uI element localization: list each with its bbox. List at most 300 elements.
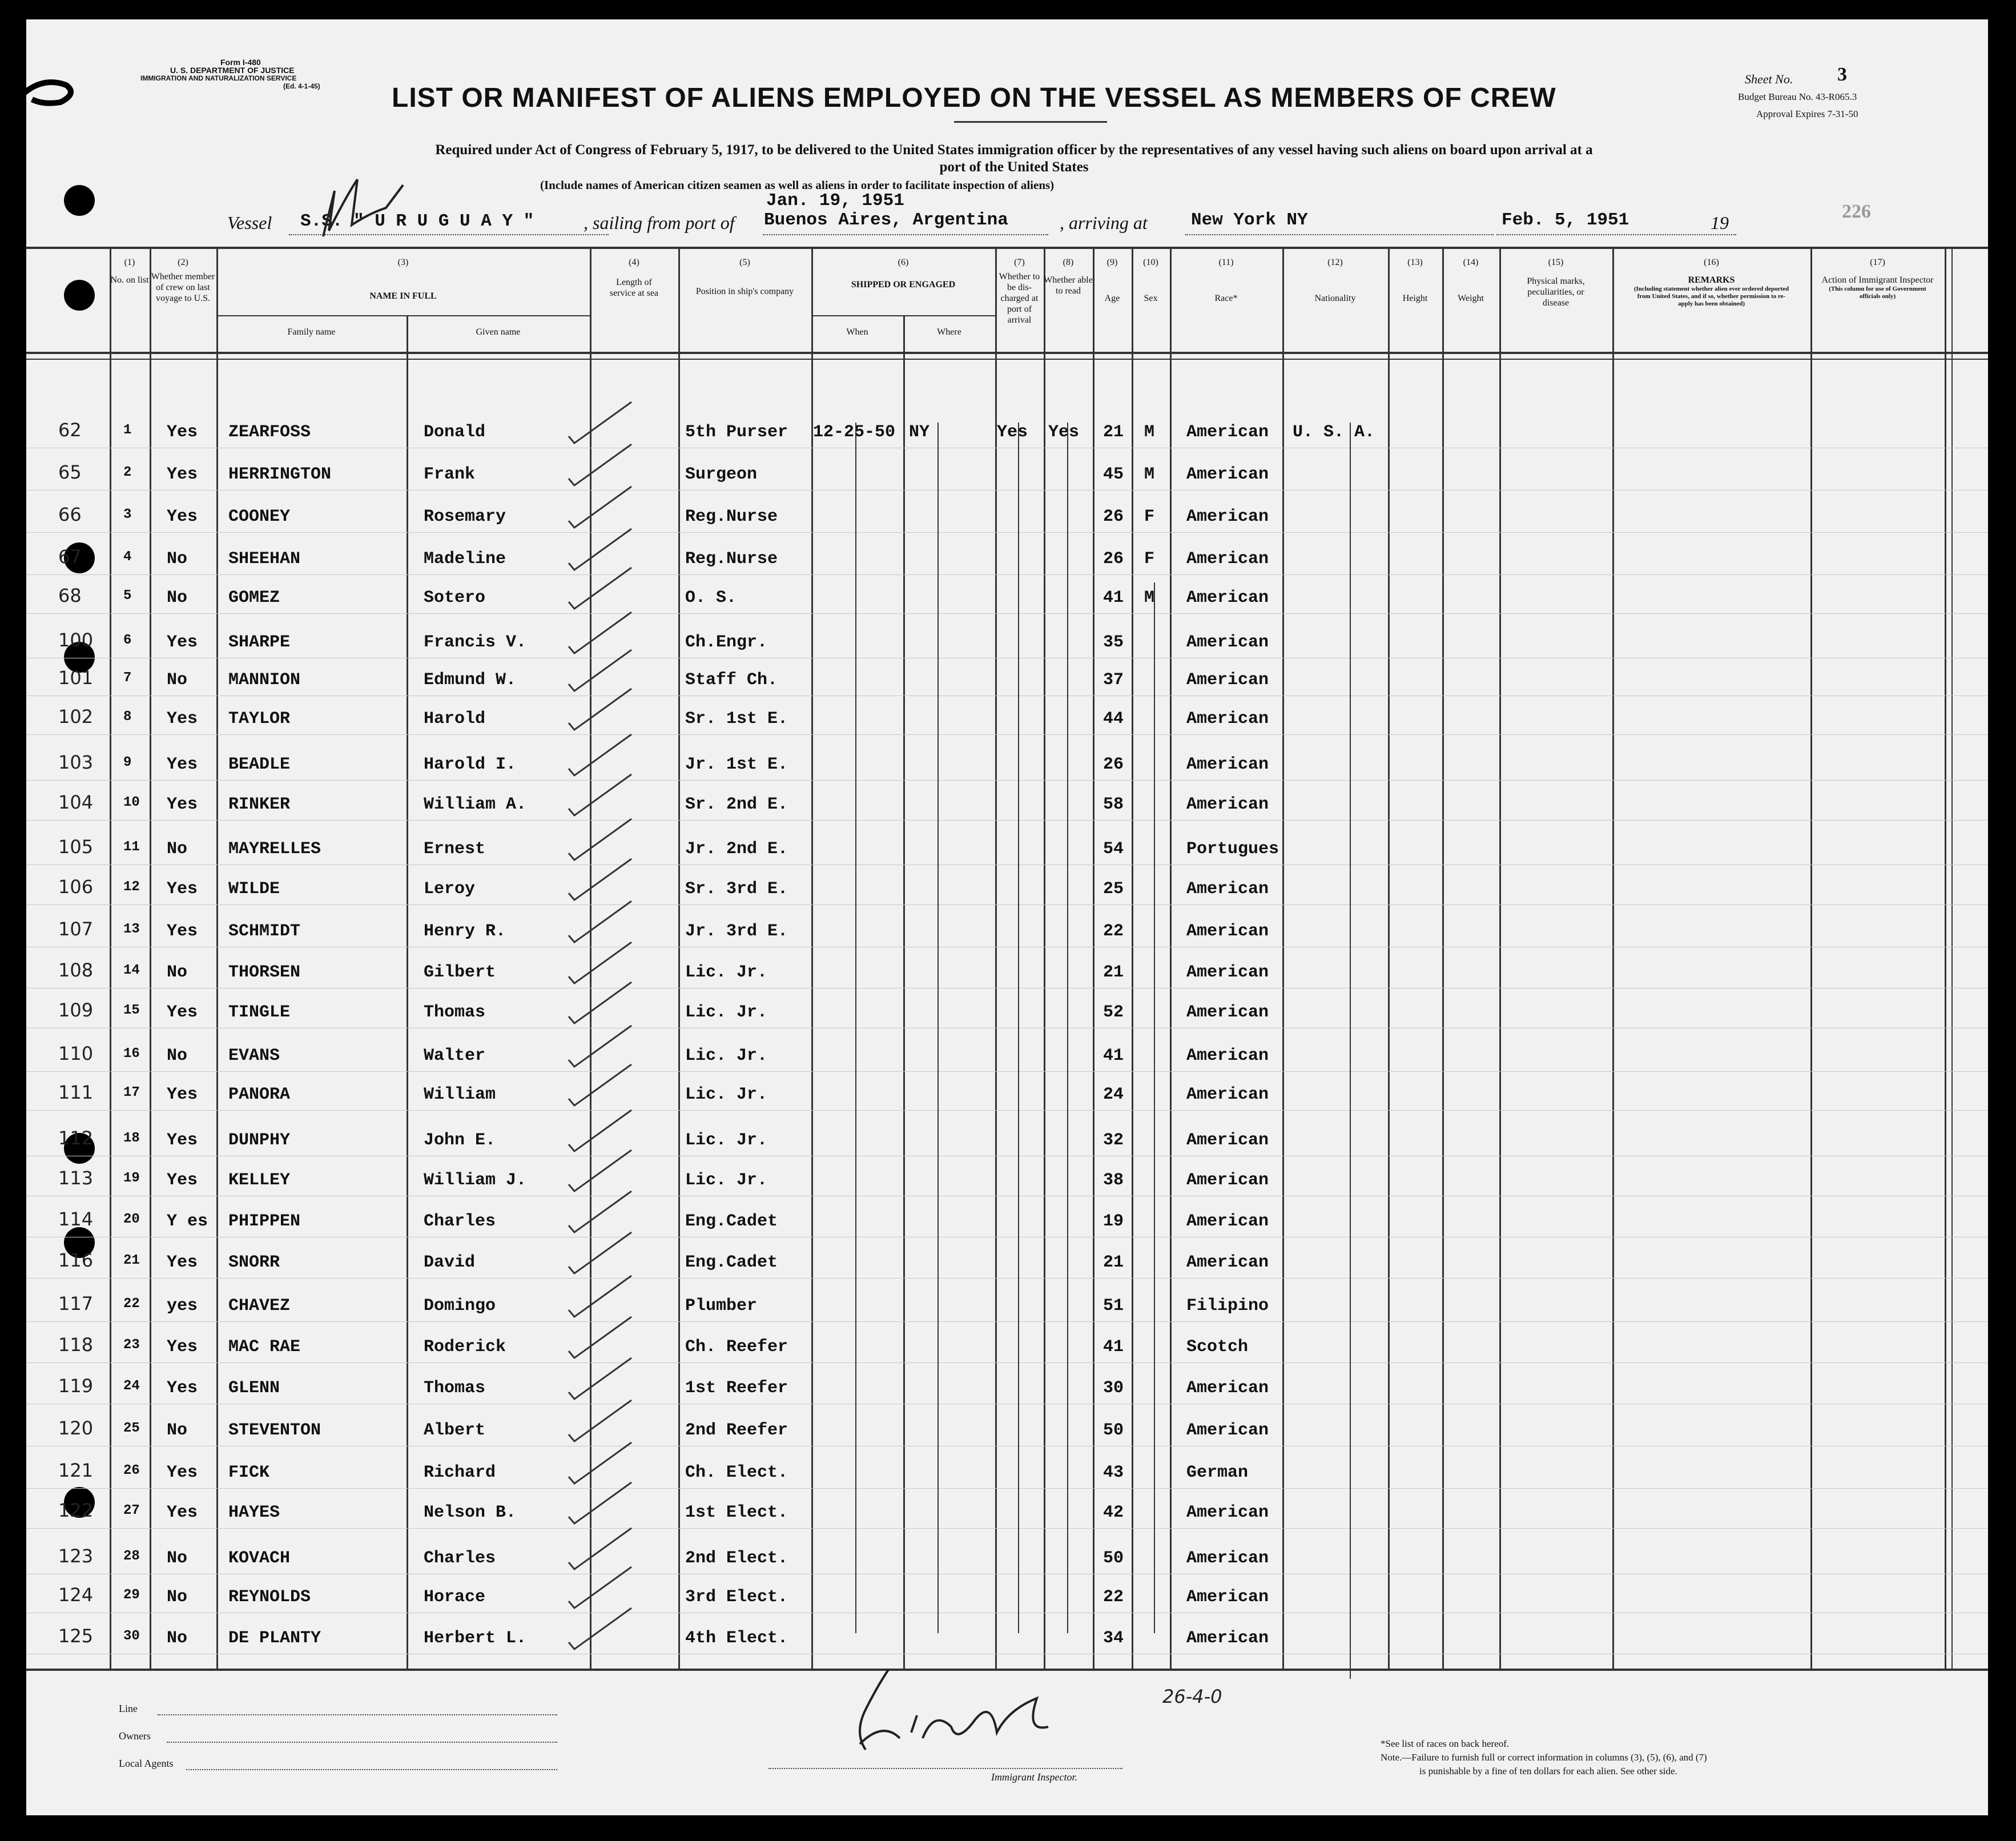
check-mark-icon: [546, 683, 643, 734]
family-name: SNORR: [228, 1253, 280, 1272]
row-rule: [26, 613, 1988, 614]
position: Sr. 3rd E.: [685, 879, 788, 899]
list-number: 1: [123, 423, 132, 438]
margin-number: 65: [58, 461, 82, 483]
race: American: [1186, 963, 1269, 982]
check-mark-icon: [546, 1477, 643, 1528]
family-name: KELLEY: [228, 1171, 291, 1190]
margin-number: 110: [58, 1043, 94, 1064]
col-line: [1810, 247, 1812, 1669]
margin-number: 103: [58, 751, 94, 773]
age: 41: [1103, 588, 1124, 608]
row-rule: [26, 1110, 1988, 1111]
clip-mark-icon: [26, 71, 83, 111]
age: 21: [1103, 963, 1124, 982]
row-rule: [26, 574, 1988, 575]
row-rule: [26, 780, 1988, 781]
list-number: 5: [123, 588, 132, 604]
margin-number: 102: [58, 706, 94, 727]
position: Eng.Cadet: [685, 1253, 778, 1272]
last-voyage: No: [167, 1046, 188, 1066]
margin-number: 116: [58, 1249, 94, 1271]
manifest-sheet: [26, 19, 1988, 1815]
margin-number: 104: [58, 791, 94, 813]
col-line: [1499, 247, 1501, 1669]
age: 54: [1103, 839, 1124, 859]
age: 21: [1103, 423, 1124, 442]
col11-header: (11) Race*: [1214, 258, 1238, 303]
handwritten-mark-icon: [312, 174, 415, 242]
position: Jr. 1st E.: [685, 755, 788, 774]
age: 37: [1103, 670, 1124, 690]
page-title: LIST OR MANIFEST OF ALIENS EMPLOYED ON THE VESSEL AS MEMBERS OF CREW: [392, 83, 1556, 113]
list-number: 9: [123, 755, 132, 770]
list-number: 11: [123, 839, 140, 855]
last-voyage: Yes: [167, 709, 198, 729]
family-name: SHARPE: [228, 633, 291, 652]
last-voyage: Yes: [167, 795, 198, 814]
race: Scotch: [1186, 1337, 1249, 1357]
family-name-header: Family name: [287, 327, 336, 337]
age: 43: [1103, 1463, 1124, 1482]
shipped-where: NY: [909, 423, 930, 442]
family-name: SCHMIDT: [228, 922, 301, 941]
agents-label: Local Agents: [119, 1758, 174, 1769]
line-dotline: [158, 1714, 557, 1715]
list-number: 30: [123, 1629, 140, 1644]
family-name: PANORA: [228, 1085, 291, 1104]
age: 22: [1103, 1587, 1124, 1607]
age: 26: [1103, 755, 1124, 774]
check-mark-icon: [546, 1059, 643, 1110]
family-name: HAYES: [228, 1503, 280, 1522]
given-name: Herbert L.: [424, 1629, 527, 1648]
date-dotline: [1496, 234, 1736, 235]
given-name: Thomas: [424, 1003, 486, 1022]
margin-number: 125: [58, 1625, 94, 1647]
family-name: PHIPPEN: [228, 1212, 301, 1231]
list-number: 8: [123, 709, 132, 725]
position: 1st Reefer: [685, 1378, 788, 1398]
last-voyage: Yes: [167, 1463, 198, 1482]
row-rule: [26, 1528, 1988, 1529]
col15-header: (15) Physical marks, peculiarities, or disease: [1527, 258, 1585, 308]
col9-header: (9) Age: [1104, 258, 1120, 303]
margin-number: 124: [58, 1584, 94, 1606]
position: Reg.Nurse: [685, 507, 778, 526]
col3-header: (3) NAME IN FULL: [369, 258, 437, 301]
age: 50: [1103, 1549, 1124, 1568]
margin-number: 68: [58, 585, 82, 606]
margin-number: 100: [58, 629, 94, 651]
ditto-line: [1067, 423, 1068, 1633]
race: American: [1186, 1212, 1269, 1231]
race: American: [1186, 922, 1269, 941]
given-name: David: [424, 1253, 476, 1272]
age: 30: [1103, 1378, 1124, 1398]
last-voyage: No: [167, 588, 188, 608]
family-name: REYNOLDS: [228, 1587, 311, 1607]
row-rule: [26, 1362, 1988, 1363]
last-voyage: No: [167, 670, 188, 690]
last-voyage: Yes: [167, 423, 198, 442]
arriving-port: New York NY: [1191, 210, 1308, 230]
family-name: CHAVEZ: [228, 1296, 291, 1316]
race: American: [1186, 1378, 1269, 1398]
given-name: Walter: [424, 1046, 486, 1066]
list-number: 29: [123, 1587, 140, 1603]
list-number: 21: [123, 1253, 140, 1268]
age: 50: [1103, 1421, 1124, 1440]
ditto-line: [1018, 423, 1019, 1633]
list-number: 23: [123, 1337, 140, 1353]
department: U. S. DEPARTMENT OF JUSTICE: [170, 66, 295, 75]
family-name: MANNION: [228, 670, 301, 690]
last-voyage: Yes: [167, 1503, 198, 1522]
age: 41: [1103, 1046, 1124, 1066]
age: 32: [1103, 1131, 1124, 1150]
list-number: 20: [123, 1212, 140, 1227]
age: 44: [1103, 709, 1124, 729]
age: 58: [1103, 795, 1124, 814]
last-voyage: Y es: [167, 1212, 208, 1231]
name-subheader-line: [216, 315, 590, 316]
margin-number: 119: [58, 1375, 94, 1397]
sex: M: [1144, 423, 1155, 442]
age: 22: [1103, 922, 1124, 941]
col12-header: (12) Nationality: [1314, 258, 1356, 303]
position: Eng.Cadet: [685, 1212, 778, 1231]
col1-header: (1) No. on list: [110, 258, 149, 285]
age: 45: [1103, 465, 1124, 484]
given-name: Ernest: [424, 839, 486, 859]
sheet-label: Sheet No.: [1745, 72, 1793, 86]
age: 25: [1103, 879, 1124, 899]
include-note: (Include names of American citizen seamen as well as aliens in order to facilitate inspection of aliens): [540, 178, 1055, 192]
agents-dotline: [186, 1769, 557, 1770]
vessel-name: S.S. " U R U G U A Y ": [300, 211, 534, 231]
col6-header: (6) SHIPPED OR ENGAGED: [851, 258, 956, 290]
last-voyage: Yes: [167, 1003, 198, 1022]
race: American: [1186, 1549, 1269, 1568]
age: 38: [1103, 1171, 1124, 1190]
form-number: Form I-480: [220, 58, 261, 67]
position: Lic. Jr.: [685, 1171, 768, 1190]
race: American: [1186, 1503, 1269, 1522]
list-number: 3: [123, 507, 132, 522]
list-number: 2: [123, 465, 132, 480]
last-voyage: No: [167, 1421, 188, 1440]
margin-number: 111: [58, 1082, 94, 1103]
list-number: 12: [123, 879, 140, 895]
last-voyage: No: [167, 839, 188, 859]
list-number: 22: [123, 1296, 140, 1312]
list-number: 19: [123, 1171, 140, 1186]
col5-header: (5) Position in ship's company: [695, 258, 794, 296]
age: 41: [1103, 1337, 1124, 1357]
able-to-read: Yes: [1048, 423, 1080, 442]
given-name: Rosemary: [424, 507, 506, 526]
last-voyage: Yes: [167, 1131, 198, 1150]
family-name: ZEARFOSS: [228, 423, 311, 442]
race: American: [1186, 1253, 1269, 1272]
race: American: [1186, 1085, 1269, 1104]
last-voyage: No: [167, 1549, 188, 1568]
ditto-line: [1350, 423, 1351, 1679]
row-rule: [26, 1321, 1988, 1322]
col-line: [1612, 247, 1614, 1669]
last-voyage: yes: [167, 1296, 198, 1316]
margin-number: 105: [58, 836, 94, 858]
position: 1st Elect.: [685, 1503, 788, 1522]
ditto-line: [937, 423, 939, 1633]
col-line: [1282, 247, 1284, 1669]
ditto-line: [855, 423, 856, 1633]
position: 4th Elect.: [685, 1629, 788, 1648]
age: 24: [1103, 1085, 1124, 1104]
given-name: Horace: [424, 1587, 486, 1607]
race: American: [1186, 1171, 1269, 1190]
given-name: Thomas: [424, 1378, 486, 1398]
last-voyage: Yes: [167, 1253, 198, 1272]
family-name: DE PLANTY: [228, 1629, 321, 1648]
col-line: [1945, 247, 1946, 1669]
discharged: Yes: [997, 423, 1028, 442]
sex: F: [1144, 549, 1155, 569]
row-rule: [26, 1278, 1988, 1279]
punch-hole: [64, 280, 95, 311]
position: 3rd Elect.: [685, 1587, 788, 1607]
age: 26: [1103, 549, 1124, 569]
position: Ch.Engr.: [685, 633, 768, 652]
row-rule: [26, 490, 1988, 491]
service: IMMIGRATION AND NATURALIZATION SERVICE: [140, 74, 297, 82]
col-line: [995, 247, 997, 1669]
tally-note: 26-4-0: [1162, 1686, 1222, 1707]
race: Filipino: [1186, 1296, 1269, 1316]
age: 35: [1103, 633, 1124, 652]
family-name: RINKER: [228, 795, 291, 814]
given-name: Francis V.: [424, 633, 527, 652]
last-voyage: Yes: [167, 1085, 198, 1104]
row-rule: [26, 820, 1988, 821]
col10-header: (10) Sex: [1143, 258, 1158, 303]
given-name: William J.: [424, 1171, 527, 1190]
col-line: [110, 247, 111, 1669]
family-name: EVANS: [228, 1046, 280, 1066]
list-number: 15: [123, 1003, 140, 1018]
footnote-races: *See list of races on back hereof.: [1381, 1738, 1510, 1749]
last-voyage: No: [167, 1629, 188, 1648]
position: Lic. Jr.: [685, 963, 768, 982]
age: 19: [1103, 1212, 1124, 1231]
last-voyage: Yes: [167, 1171, 198, 1190]
col4-header: (4) Length of service at sea: [609, 258, 659, 298]
ditto-line: [1154, 582, 1155, 1633]
sailing-dotline: [763, 234, 1048, 235]
list-number: 13: [123, 922, 140, 937]
shipped-when: 12-25-50: [813, 423, 896, 442]
last-voyage: Yes: [167, 507, 198, 526]
margin-number: 123: [58, 1545, 94, 1567]
given-name: Leroy: [424, 879, 476, 899]
margin-number: 106: [58, 876, 94, 898]
margin-number: 117: [58, 1293, 94, 1315]
col-line: [216, 247, 218, 1669]
col-line: [1044, 247, 1045, 1669]
given-name: Donald: [424, 423, 486, 442]
given-name: Sotero: [424, 588, 486, 608]
last-voyage: Yes: [167, 922, 198, 941]
owners-label: Owners: [119, 1730, 151, 1742]
col-line: [811, 247, 813, 1669]
row-rule: [26, 532, 1988, 533]
family-name: HERRINGTON: [228, 465, 332, 484]
family-name: WILDE: [228, 879, 280, 899]
position: Lic. Jr.: [685, 1046, 768, 1066]
given-name: William: [424, 1085, 496, 1104]
col-line: [1951, 247, 1953, 1669]
family-name: COONEY: [228, 507, 291, 526]
punch-hole: [64, 185, 95, 216]
margin-number: 108: [58, 959, 94, 981]
position: Ch. Reefer: [685, 1337, 788, 1357]
last-voyage: Yes: [167, 1337, 198, 1357]
margin-number: 67: [58, 546, 82, 568]
given-name-header: Given name: [476, 327, 521, 337]
sheet-number: 3: [1837, 64, 1847, 85]
arriving-dotline: [1185, 234, 1494, 235]
list-number: 18: [123, 1131, 140, 1146]
col-line: [678, 247, 680, 1669]
arrival-date: Feb. 5, 1951: [1502, 210, 1629, 230]
family-name: BEADLE: [228, 755, 291, 774]
row-rule: [26, 734, 1988, 735]
last-voyage: No: [167, 549, 188, 569]
col-line: [407, 315, 408, 1669]
sailing-label: , sailing from port of: [584, 212, 735, 233]
last-voyage: Yes: [167, 465, 198, 484]
position: Lic. Jr.: [685, 1003, 768, 1022]
race: American: [1186, 423, 1269, 442]
race: American: [1186, 507, 1269, 526]
race: American: [1186, 1003, 1269, 1022]
position: Lic. Jr.: [685, 1085, 768, 1104]
given-name: Gilbert: [424, 963, 496, 982]
col8-header: (8) Whether able to read: [1044, 258, 1093, 296]
family-name: GLENN: [228, 1378, 280, 1398]
given-name: Domingo: [424, 1296, 496, 1316]
inspector-label: Immigrant Inspector.: [991, 1771, 1077, 1783]
budget-bureau: Budget Bureau No. 43-R065.3: [1738, 91, 1857, 102]
family-name: GOMEZ: [228, 588, 280, 608]
given-name: John E.: [424, 1131, 496, 1150]
col-line: [1093, 247, 1094, 1669]
col7-header: (7) Whether to be dis-charged at port of arrival: [999, 258, 1040, 325]
row-rule: [26, 1488, 1988, 1489]
table-header-bottom-2: [26, 359, 1988, 360]
given-name: Roderick: [424, 1337, 506, 1357]
given-name: Harold: [424, 709, 486, 729]
race: American: [1186, 633, 1269, 652]
race: American: [1186, 465, 1269, 484]
age: 52: [1103, 1003, 1124, 1022]
last-voyage: No: [167, 1587, 188, 1607]
family-name: TINGLE: [228, 1003, 291, 1022]
margin-number: 109: [58, 999, 94, 1021]
list-number: 24: [123, 1378, 140, 1394]
race: American: [1186, 755, 1269, 774]
position: 2nd Reefer: [685, 1421, 788, 1440]
year-label: 19: [1711, 212, 1729, 233]
vessel-label: Vessel: [227, 212, 272, 233]
margin-number: 107: [58, 918, 94, 940]
family-name: MAC RAE: [228, 1337, 301, 1357]
given-name: Madeline: [424, 549, 506, 569]
table-top-border: [26, 247, 1988, 249]
when-header: When: [846, 327, 868, 337]
sex: M: [1144, 465, 1155, 484]
last-voyage: Yes: [167, 755, 198, 774]
title-underline: [954, 121, 1107, 123]
race: American: [1186, 588, 1269, 608]
margin-number: 101: [58, 667, 94, 689]
position: Plumber: [685, 1296, 758, 1316]
col-line: [150, 247, 151, 1669]
family-name: THORSEN: [228, 963, 301, 982]
margin-number: 62: [58, 419, 82, 441]
race: American: [1186, 1046, 1269, 1066]
check-mark-icon: [546, 1602, 643, 1654]
col16-header: (16) REMARKS (Including statement whether alien ever ordered deported from United States, and if so, whether permission to re-apply has been obtained): [1633, 258, 1789, 307]
family-name: FICK: [228, 1463, 270, 1482]
list-number: 6: [123, 633, 132, 648]
arriving-label: , arriving at: [1060, 212, 1148, 233]
margin-number: 122: [58, 1500, 94, 1521]
race: American: [1186, 1587, 1269, 1607]
row-rule: [26, 1071, 1988, 1072]
edition: (Ed. 4-1-45): [283, 82, 320, 90]
col-line: [1132, 247, 1133, 1669]
footnote-fine-2: is punishable by a fine of ten dollars for each alien. See other side.: [1419, 1766, 1677, 1776]
race: American: [1186, 670, 1269, 690]
margin-number: 120: [58, 1417, 94, 1439]
sex: M: [1144, 588, 1155, 608]
given-name: Charles: [424, 1212, 496, 1231]
check-mark-icon: [546, 769, 643, 820]
list-number: 28: [123, 1549, 140, 1564]
list-number: 26: [123, 1463, 140, 1478]
race: American: [1186, 1421, 1269, 1440]
age: 42: [1103, 1503, 1124, 1522]
list-number: 14: [123, 963, 140, 978]
margin-number: 113: [58, 1167, 94, 1189]
position: Ch. Elect.: [685, 1463, 788, 1482]
family-name: STEVENTON: [228, 1421, 321, 1440]
position: Sr. 2nd E.: [685, 795, 788, 814]
sailing-port: Buenos Aires, Argentina: [764, 210, 1008, 230]
inspector-signature-icon: [820, 1664, 1060, 1767]
race: German: [1186, 1463, 1249, 1482]
footnote-fine-1: Note.—Failure to furnish full or correct information in columns (3), (5), (6), and (7): [1381, 1752, 1707, 1763]
margin-number: 114: [58, 1208, 94, 1230]
given-name: Edmund W.: [424, 670, 517, 690]
list-number: 10: [123, 795, 140, 810]
race: American: [1186, 1131, 1269, 1150]
margin-number: 121: [58, 1460, 94, 1481]
owners-dotline: [167, 1742, 557, 1743]
position: Jr. 2nd E.: [685, 839, 788, 859]
